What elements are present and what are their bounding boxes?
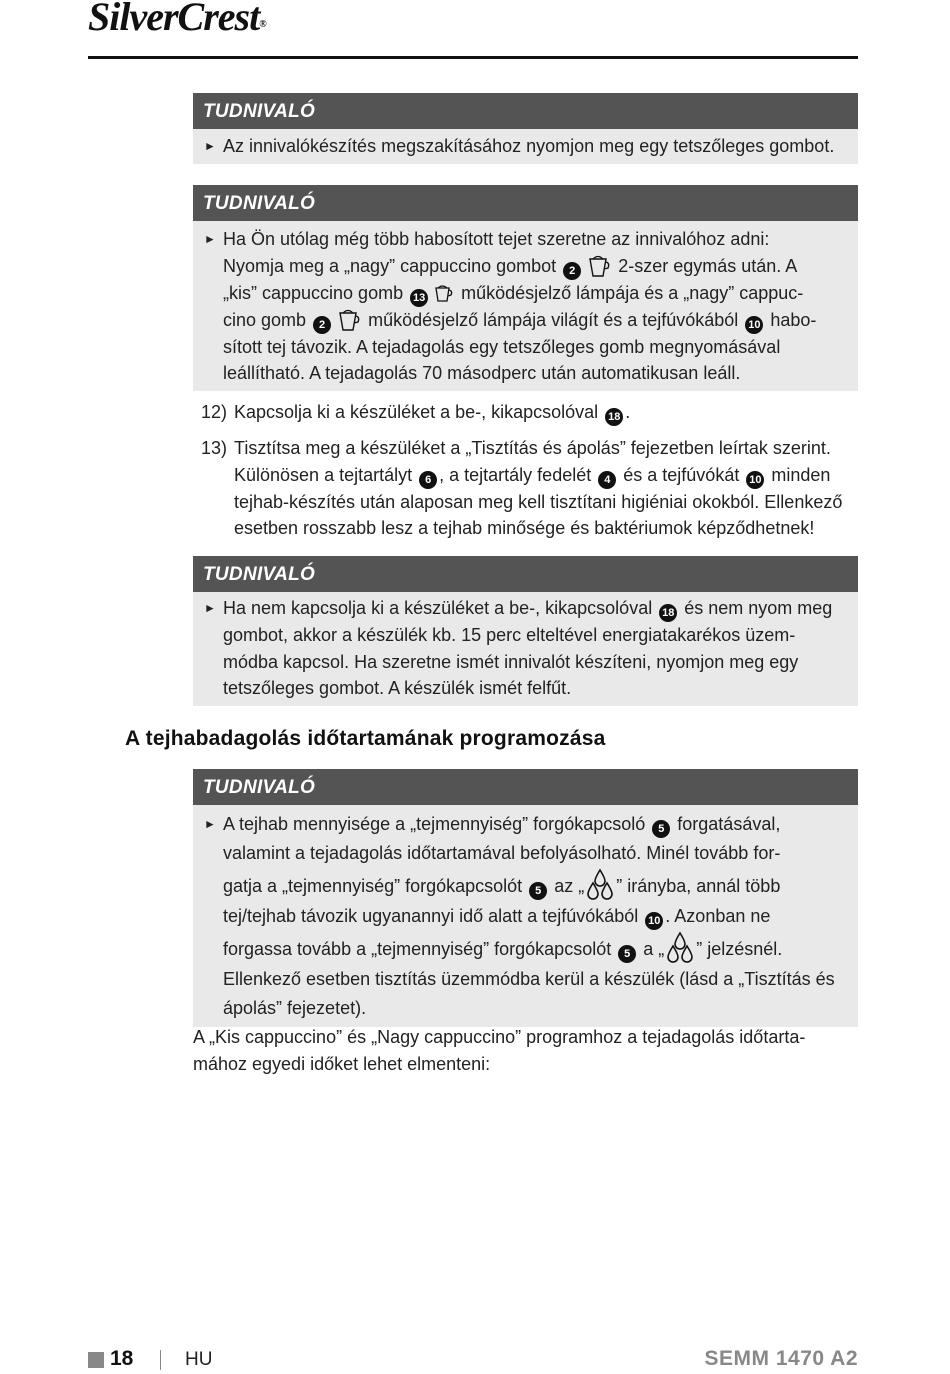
step-label: 12) xyxy=(201,402,228,422)
ref-number: 18 xyxy=(605,408,623,426)
model-number: SEMM 1470 A2 xyxy=(704,1347,858,1370)
note-text: Ha nem kapcsolja ki a készüléket a be-, kikapcsolóval 18 és nem nyom meg gombot, akkor a készülék kb. 15 perc elteltével energiatakarékos üzem- módba kapcsol. Ha szeretne ismét innivalót készíteni, nyomjon meg egy tetszőleges gombot. A készülék ismét felfűt. xyxy=(223,598,833,698)
ref-number: 2 xyxy=(563,262,581,280)
large-cup-icon xyxy=(585,253,611,279)
note-title: TUDNIVALÓ xyxy=(193,185,858,221)
bullet-arrow-icon: ► xyxy=(204,232,216,246)
ref-number: 10 xyxy=(746,471,764,489)
large-cup-icon xyxy=(335,307,361,333)
step-item xyxy=(201,435,861,542)
milk-drops-icon xyxy=(585,868,615,902)
ref-number: 4 xyxy=(598,471,616,489)
note-text: Az innivalókészítés megszakításához nyomjon meg egy tetszőleges gombot. xyxy=(223,136,835,156)
footer-divider xyxy=(160,1350,161,1370)
footer-square-icon xyxy=(88,1352,104,1368)
step-item xyxy=(201,399,861,426)
language-code: HU xyxy=(185,1349,213,1370)
brand-logo: SilverCrest® xyxy=(88,0,266,39)
ref-number: 6 xyxy=(419,471,437,489)
ref-number: 5 xyxy=(529,882,547,900)
step-label: 13) xyxy=(201,438,228,458)
bullet-arrow-icon: ► xyxy=(204,817,216,831)
note-box xyxy=(193,93,858,164)
note-title: TUDNIVALÓ xyxy=(193,556,858,592)
note-title: TUDNIVALÓ xyxy=(193,93,858,129)
ref-number: 18 xyxy=(659,604,677,622)
ref-number: 10 xyxy=(645,912,663,930)
note-box xyxy=(193,769,858,1027)
note-title: TUDNIVALÓ xyxy=(193,769,858,805)
section-title: A tejhabadagolás időtartamának programozása xyxy=(125,727,606,750)
note-text: A tejhab mennyisége a „tejmennyiség” forgókapcsoló 5 forgatásával, valamint a tejadagolás időtartamával befolyásolható. Minél tovább for- gatja a „tejmennyiség” forgókapcsolót 5 az „ ” irányba, annál több tej/tejhab távozik ugyanannyi idő alatt a tejfúvókából 10 . Azonban ne forgassa tovább a „tejmennyiség” forgókapcsolót 5 a „ ” jelzésnél. Ellenkező esetben tisztítás üzemmódba kerül a készülék (lásd a „Tisztítás és ápolás” fejezetet). xyxy=(223,814,835,1018)
body-paragraph: A „Kis cappuccino” és „Nagy cappuccino” programhoz a tejadagolás időtarta- mához egyedi időket lehet elmenteni: xyxy=(193,1027,806,1074)
bullet-arrow-icon: ► xyxy=(204,601,216,615)
small-cup-icon xyxy=(432,282,454,304)
page-footer xyxy=(88,1346,858,1374)
step-text: Kapcsolja ki a készüléket a be-, kikapcsolóval 18 . xyxy=(201,399,861,426)
page-number: 18 xyxy=(110,1347,134,1370)
note-text: Ha Ön utólag még több habosított tejet szeretne az innivalóhoz adni: Nyomja meg a „nagy” cappuccino gombot 2 2-szer egymás után. A „kis” cappuccino gomb 13 működésjelző lámpája és a „nagy” cappuc- cino gomb 2 működésjelző lámpája világít és a tejfúvókából 10 habo- sított tej távozik. A tejadagolás egy tetszőleges gomb megnyomásával leállítható. A tejadagolás 70 másodperc után automatikusan leáll. xyxy=(223,229,817,383)
ref-number: 5 xyxy=(618,945,636,963)
ref-number: 13 xyxy=(410,289,428,307)
milk-drops-icon xyxy=(665,931,695,965)
bullet-arrow-icon: ► xyxy=(204,139,216,153)
ref-number: 5 xyxy=(652,820,670,838)
note-box xyxy=(193,556,858,706)
header-rule xyxy=(88,56,858,59)
ref-number: 2 xyxy=(313,316,331,334)
note-box xyxy=(193,185,858,391)
ref-number: 10 xyxy=(745,316,763,334)
step-text: Tisztítsa meg a készüléket a „Tisztítás és ápolás” fejezetben leírtak szerint. Különösen a tejtartályt 6 , a tejtartály fedelét 4 és a tejfúvókát 10 minden tejhab-készítés után alaposan meg kell tisztítani higiéniai okokból. Ellenkező esetben rosszabb lesz a tejhab minősége és baktériumok képződhetnek! xyxy=(234,438,843,538)
